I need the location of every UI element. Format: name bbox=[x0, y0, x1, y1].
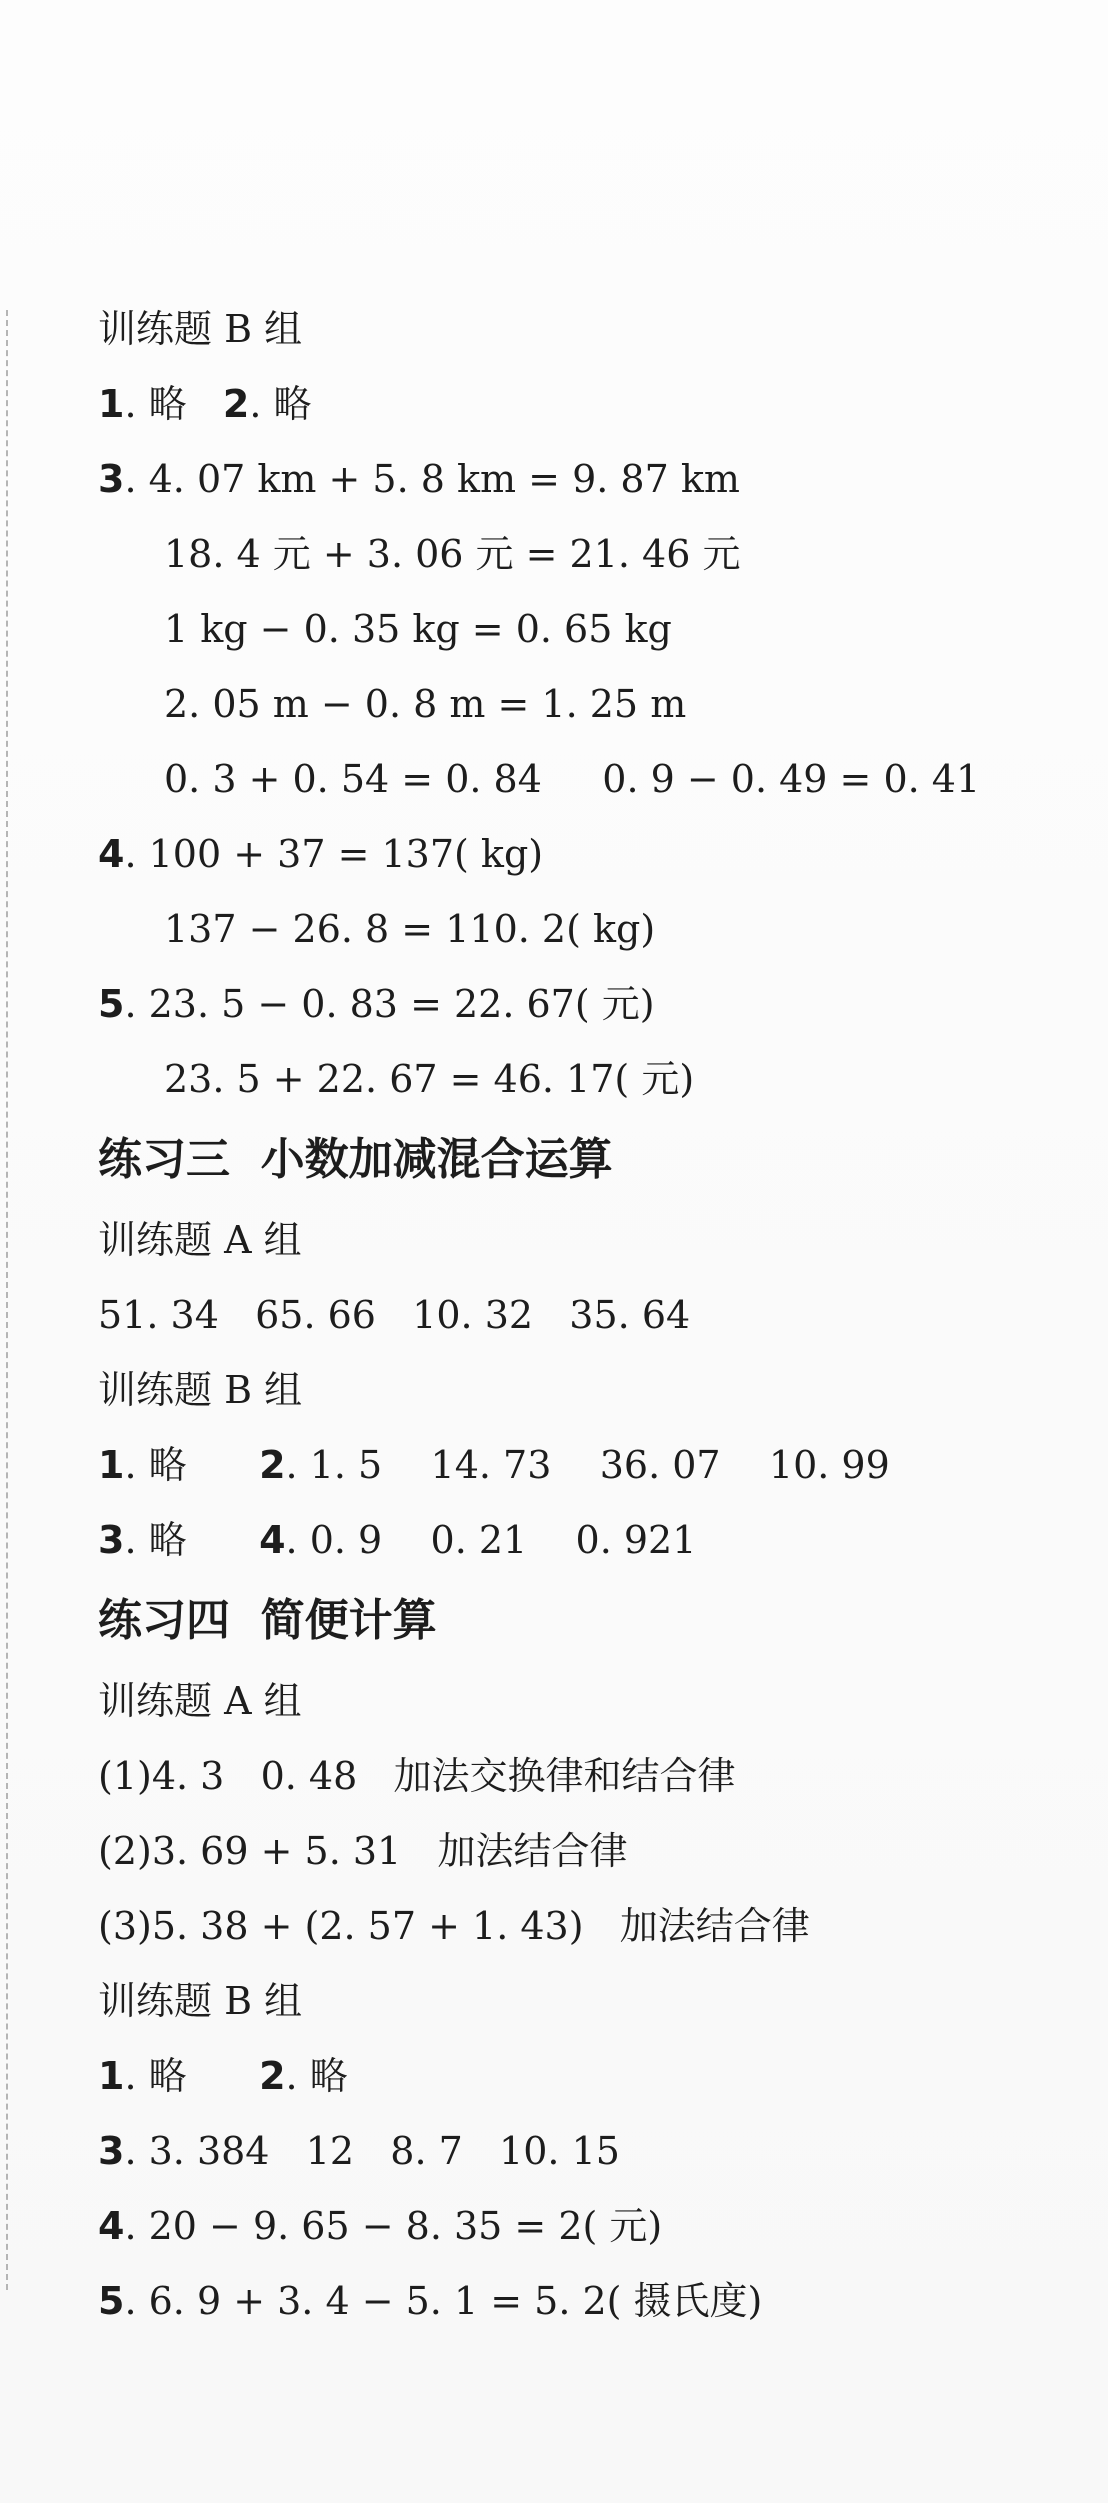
cut-line-divider bbox=[6, 310, 8, 2290]
answer-text: . 4. 07 km + 5. 8 km = 9. 87 km bbox=[124, 457, 740, 501]
answer-row-1-2 bbox=[98, 2039, 1078, 2114]
item-number: 1 bbox=[98, 2054, 125, 2098]
item-number: 2 bbox=[259, 1443, 286, 1487]
item-number: 3 bbox=[98, 457, 125, 501]
heading-practice-4: 练习四 简便计算 bbox=[98, 1595, 437, 1646]
answer-line: (2)3. 69 + 5. 31 加法结合律 bbox=[98, 1829, 628, 1873]
item-number: 2 bbox=[222, 382, 250, 426]
answer-line: 18. 4 元 + 3. 06 元 = 21. 46 元 bbox=[164, 532, 741, 576]
answer-content bbox=[98, 292, 1078, 2339]
answer-text: . 略 bbox=[124, 382, 223, 426]
answer-row-5 bbox=[98, 967, 1078, 1042]
answer-text: . 20 − 9. 65 − 8. 35 = 2( 元) bbox=[124, 2204, 663, 2248]
item-number: 2 bbox=[259, 2054, 286, 2098]
answer-line: 51. 34 65. 66 10. 32 35. 64 bbox=[98, 1293, 691, 1337]
answer-row-1-2 bbox=[98, 1428, 1078, 1503]
section-label-a: 训练题 A 组 bbox=[98, 1218, 302, 1262]
item-number: 4 bbox=[259, 1518, 286, 1562]
answer-row-4 bbox=[98, 817, 1078, 892]
item-number: 1 bbox=[98, 382, 125, 426]
answer-row-3 bbox=[98, 442, 1078, 517]
answer-row-1-2 bbox=[98, 367, 1078, 442]
answer-line: 2. 05 m − 0. 8 m = 1. 25 m bbox=[164, 682, 687, 726]
section-label-b: 训练题 B 组 bbox=[98, 1979, 303, 2023]
answer-row-3 bbox=[98, 2114, 1078, 2189]
item-number: 5 bbox=[98, 982, 125, 1026]
answer-text: . 100 + 37 = 137( kg) bbox=[124, 832, 544, 876]
answer-text: . 略 bbox=[124, 2054, 260, 2098]
item-number: 5 bbox=[98, 2279, 125, 2323]
answer-line: 23. 5 + 22. 67 = 46. 17( 元) bbox=[164, 1057, 695, 1101]
answer-text: . 3. 384 12 8. 7 10. 15 bbox=[124, 2129, 620, 2173]
answer-text: . 略 bbox=[249, 382, 312, 426]
heading-practice-3: 练习三 小数加减混合运算 bbox=[98, 1134, 613, 1185]
answer-text: . 略 bbox=[124, 1518, 260, 1562]
answer-text: . 1. 5 14. 73 36. 07 10. 99 bbox=[285, 1443, 890, 1487]
answer-text: . 略 bbox=[285, 2054, 348, 2098]
item-number: 4 bbox=[98, 832, 125, 876]
answer-line: 137 − 26. 8 = 110. 2( kg) bbox=[164, 907, 656, 951]
answer-row-4 bbox=[98, 2189, 1078, 2264]
answer-line: (3)5. 38 + (2. 57 + 1. 43) 加法结合律 bbox=[98, 1904, 810, 1948]
section-label-b: 训练题 B 组 bbox=[98, 1368, 303, 1412]
answer-row-3-4 bbox=[98, 1503, 1078, 1578]
answer-text: . 23. 5 − 0. 83 = 22. 67( 元) bbox=[124, 982, 655, 1026]
answer-line: 0. 3 + 0. 54 = 0. 84 0. 9 − 0. 49 = 0. 41 bbox=[164, 757, 981, 801]
answer-text: . 6. 9 + 3. 4 − 5. 1 = 5. 2( 摄氏度) bbox=[124, 2279, 763, 2323]
answer-text: . 略 bbox=[124, 1443, 260, 1487]
answer-row-5 bbox=[98, 2264, 1078, 2339]
section-label-a: 训练题 A 组 bbox=[98, 1679, 302, 1723]
item-number: 3 bbox=[98, 2129, 125, 2173]
section-label-b: 训练题 B 组 bbox=[98, 307, 303, 351]
answer-line: 1 kg − 0. 35 kg = 0. 65 kg bbox=[164, 607, 672, 651]
item-number: 1 bbox=[98, 1443, 125, 1487]
item-number: 3 bbox=[98, 1518, 125, 1562]
answer-text: . 0. 9 0. 21 0. 921 bbox=[285, 1518, 697, 1562]
item-number: 4 bbox=[98, 2204, 125, 2248]
answer-line: (1)4. 3 0. 48 加法交换律和结合律 bbox=[98, 1754, 736, 1798]
